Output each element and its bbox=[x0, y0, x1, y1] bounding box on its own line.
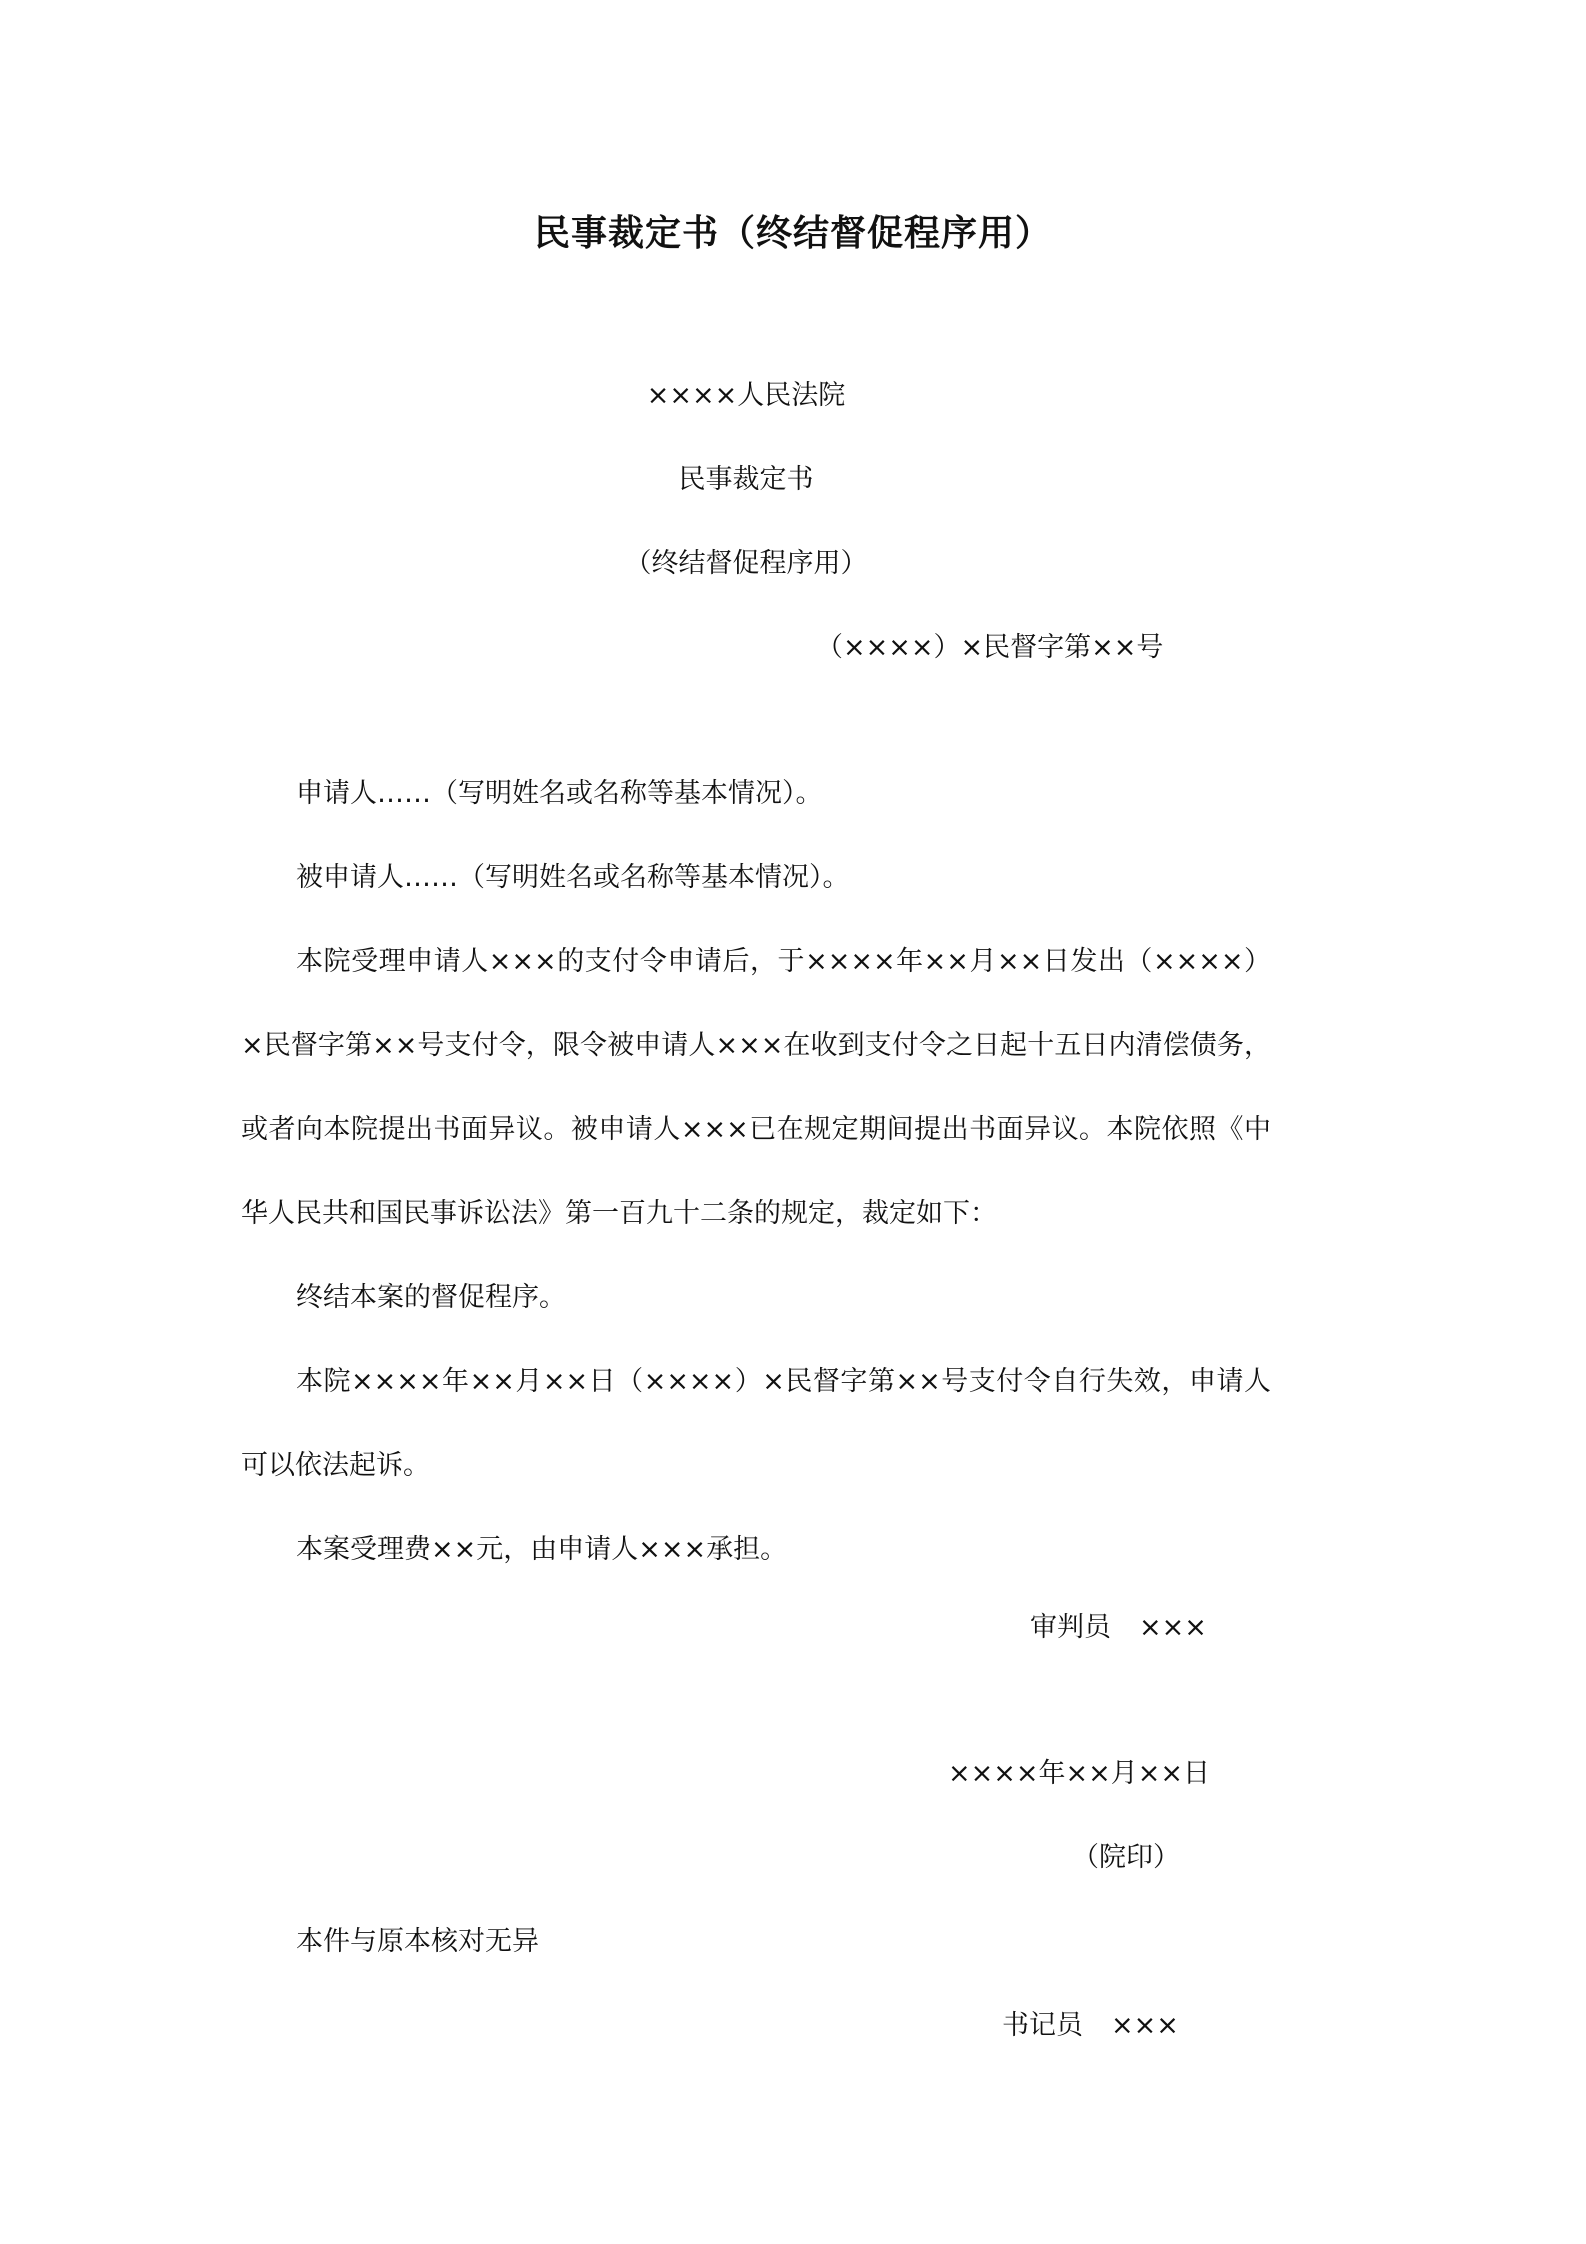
judge-label: 审判员 bbox=[1030, 1612, 1111, 1643]
verification-note: 本件与原本核对无异 bbox=[296, 1926, 539, 1957]
clerk-name: ××× bbox=[1111, 2010, 1179, 2041]
paragraph-fee: 本案受理费××元，由申请人×××承担。 bbox=[296, 1534, 788, 1565]
paragraph-applicant: 申请人……（写明姓名或名称等基本情况）。 bbox=[296, 778, 823, 809]
judge-signature bbox=[1030, 1608, 1207, 1648]
ruling-date: ××××年××月××日 bbox=[948, 1758, 1210, 1789]
document-subtitle: （终结督促程序用） bbox=[624, 548, 868, 579]
paragraph-facts: 本院受理申请人×××的支付令申请后，于××××年××月××日发出（××××）×民督字第××号支付令，限令被申请人×××在收到支付令之日起十五日内清偿债务，或者向本院提出书面异议。被申请人×××已在规定期间提出书面异议。本院依照《中华人民共和国民事诉讼法》第一百九十二条的规定，裁定如下： bbox=[241, 946, 1271, 1229]
document-body bbox=[241, 752, 1271, 1592]
court-name: ××××人民法院 bbox=[646, 380, 846, 411]
clerk-signature bbox=[1002, 2006, 1179, 2046]
document-type: 民事裁定书 bbox=[678, 464, 814, 495]
case-number: （××××）×民督字第××号 bbox=[816, 632, 1164, 663]
court-seal: （院印） bbox=[1072, 1842, 1180, 1873]
judge-name: ××× bbox=[1139, 1612, 1207, 1643]
paragraph-respondent: 被申请人……（写明姓名或名称等基本情况）。 bbox=[296, 862, 850, 893]
clerk-label: 书记员 bbox=[1002, 2010, 1083, 2041]
document-title: 民事裁定书（终结督促程序用） bbox=[533, 213, 1052, 254]
paragraph-ruling: 终结本案的督促程序。 bbox=[296, 1282, 566, 1313]
paragraph-payment-order-void: 本院××××年××月××日（××××）×民督字第××号支付令自行失效，申请人可以依法起诉。 bbox=[241, 1366, 1271, 1481]
